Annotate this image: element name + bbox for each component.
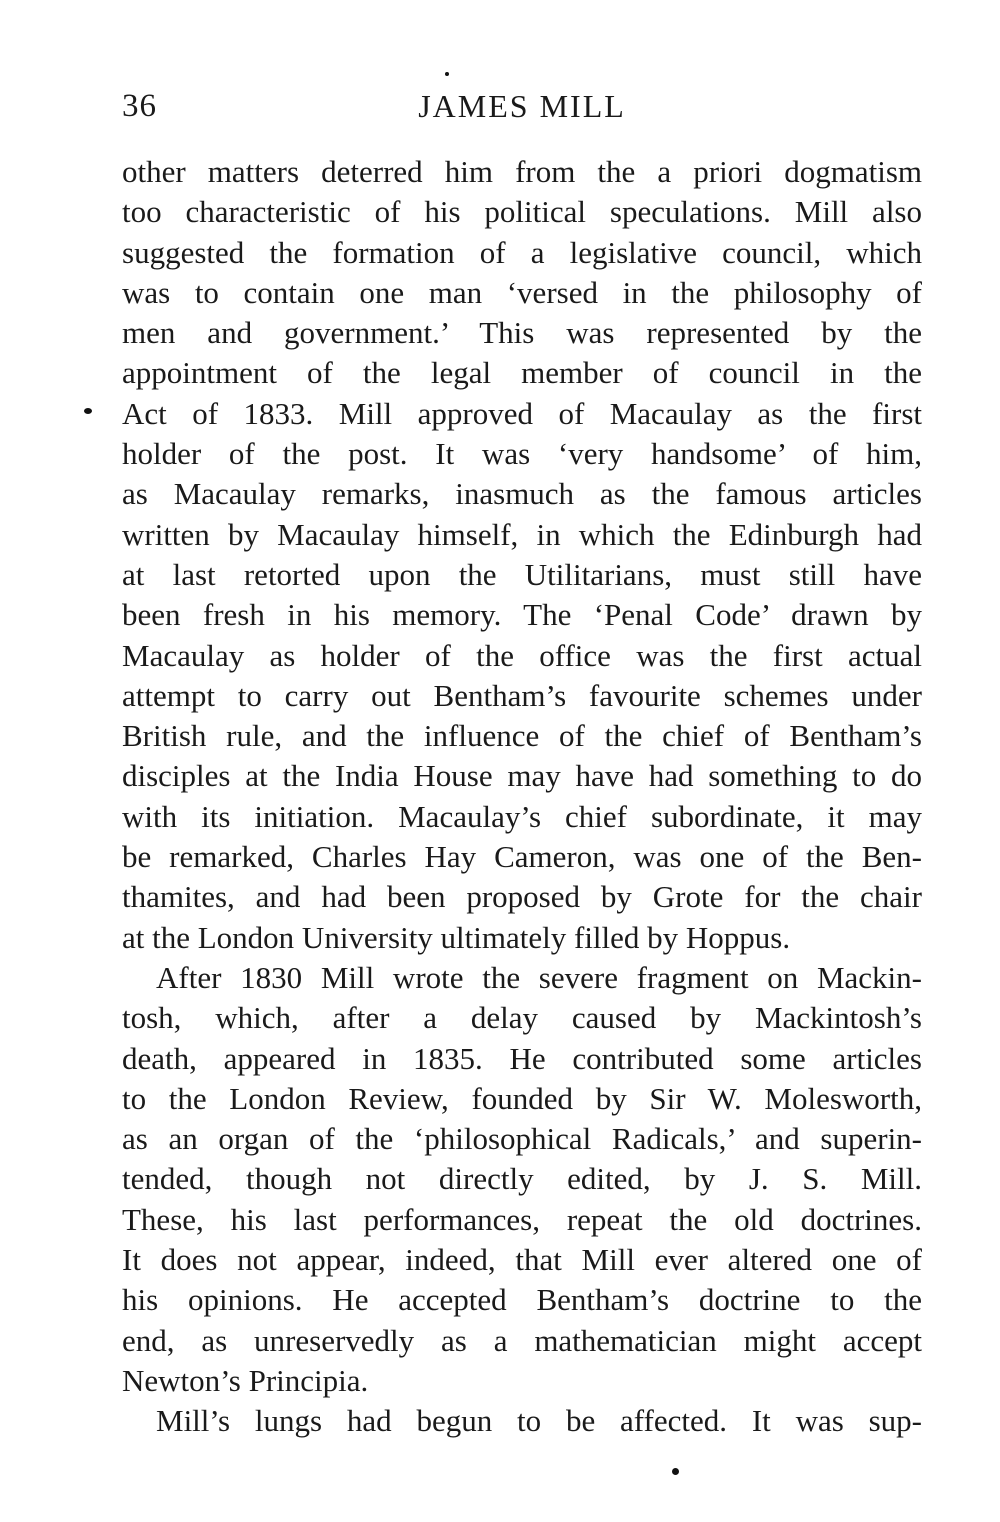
text-line: at last retorted upon the Utilitarians, must still have (122, 556, 922, 592)
text-line: thamites, and had been proposed by Grote for the chair (122, 879, 922, 915)
text-line: as an organ of the ‘philosophical Radicals,’ and superin- (122, 1121, 922, 1157)
running-title: JAMES MILL (418, 88, 626, 124)
text-line: holder of the post. It was ‘very handsome’ of him, (122, 436, 922, 472)
text-line: tosh, which, after a delay caused by Mackintosh’s (122, 1000, 922, 1036)
text-line: been fresh in his memory. The ‘Penal Code’ drawn by (122, 597, 922, 633)
scan-speck (445, 72, 449, 76)
text-line: disciples at the India House may have had something to do (122, 758, 922, 794)
text-line: Act of 1833. Mill approved of Macaulay as the first (122, 395, 922, 431)
text-line: attempt to carry out Bentham’s favourite schemes under (122, 677, 922, 713)
text-line: Macaulay as holder of the office was the first actual (122, 637, 922, 673)
text-line: end, as unreservedly as a mathematician might accept (122, 1322, 922, 1358)
text-line: other matters deterred him from the a priori dogmatism (122, 154, 922, 189)
scan-speck (84, 408, 92, 414)
text-line: It does not appear, indeed, that Mill ever altered one of (122, 1242, 922, 1278)
text-line: death, appeared in 1835. He contributed some articles (122, 1040, 922, 1076)
page-header (122, 88, 922, 138)
text-line: Newton’s Principia. (122, 1362, 369, 1398)
text-line: tended, though not directly edited, by J. S. Mill. (122, 1161, 922, 1197)
text-line: appointment of the legal member of council in the (122, 355, 922, 391)
text-line: as Macaulay remarks, inasmuch as the famous articles (122, 476, 922, 512)
text-line: was to contain one man ‘versed in the philosophy of (122, 274, 922, 310)
body-text (122, 152, 922, 1442)
text-line: be remarked, Charles Hay Cameron, was one of the Ben- (122, 839, 922, 875)
text-line: to the London Review, founded by Sir W. Molesworth, (122, 1080, 922, 1116)
scan-speck (672, 1468, 679, 1475)
text-line: Mill’s lungs had begun to be affected. It was sup- (156, 1403, 922, 1439)
text-line: with its initiation. Macaulay’s chief subordinate, it may (122, 798, 922, 834)
text-line: his opinions. He accepted Bentham’s doctrine to the (122, 1282, 922, 1318)
text-line: at the London University ultimately filled by Hoppus. (122, 919, 791, 955)
text-line: These, his last performances, repeat the old doctrines. (122, 1201, 922, 1237)
text-line: men and government.’ This was represented by the (122, 315, 922, 351)
text-line: too characteristic of his political speculations. Mill also (122, 194, 922, 230)
page-number: 36 (122, 88, 157, 124)
text-line: suggested the formation of a legislative council, which (122, 234, 922, 270)
text-line: British rule, and the influence of the chief of Bentham’s (122, 718, 922, 754)
text-line: After 1830 Mill wrote the severe fragment on Mackin- (156, 959, 922, 995)
text-line: written by Macaulay himself, in which the Edinburgh had (122, 516, 922, 552)
